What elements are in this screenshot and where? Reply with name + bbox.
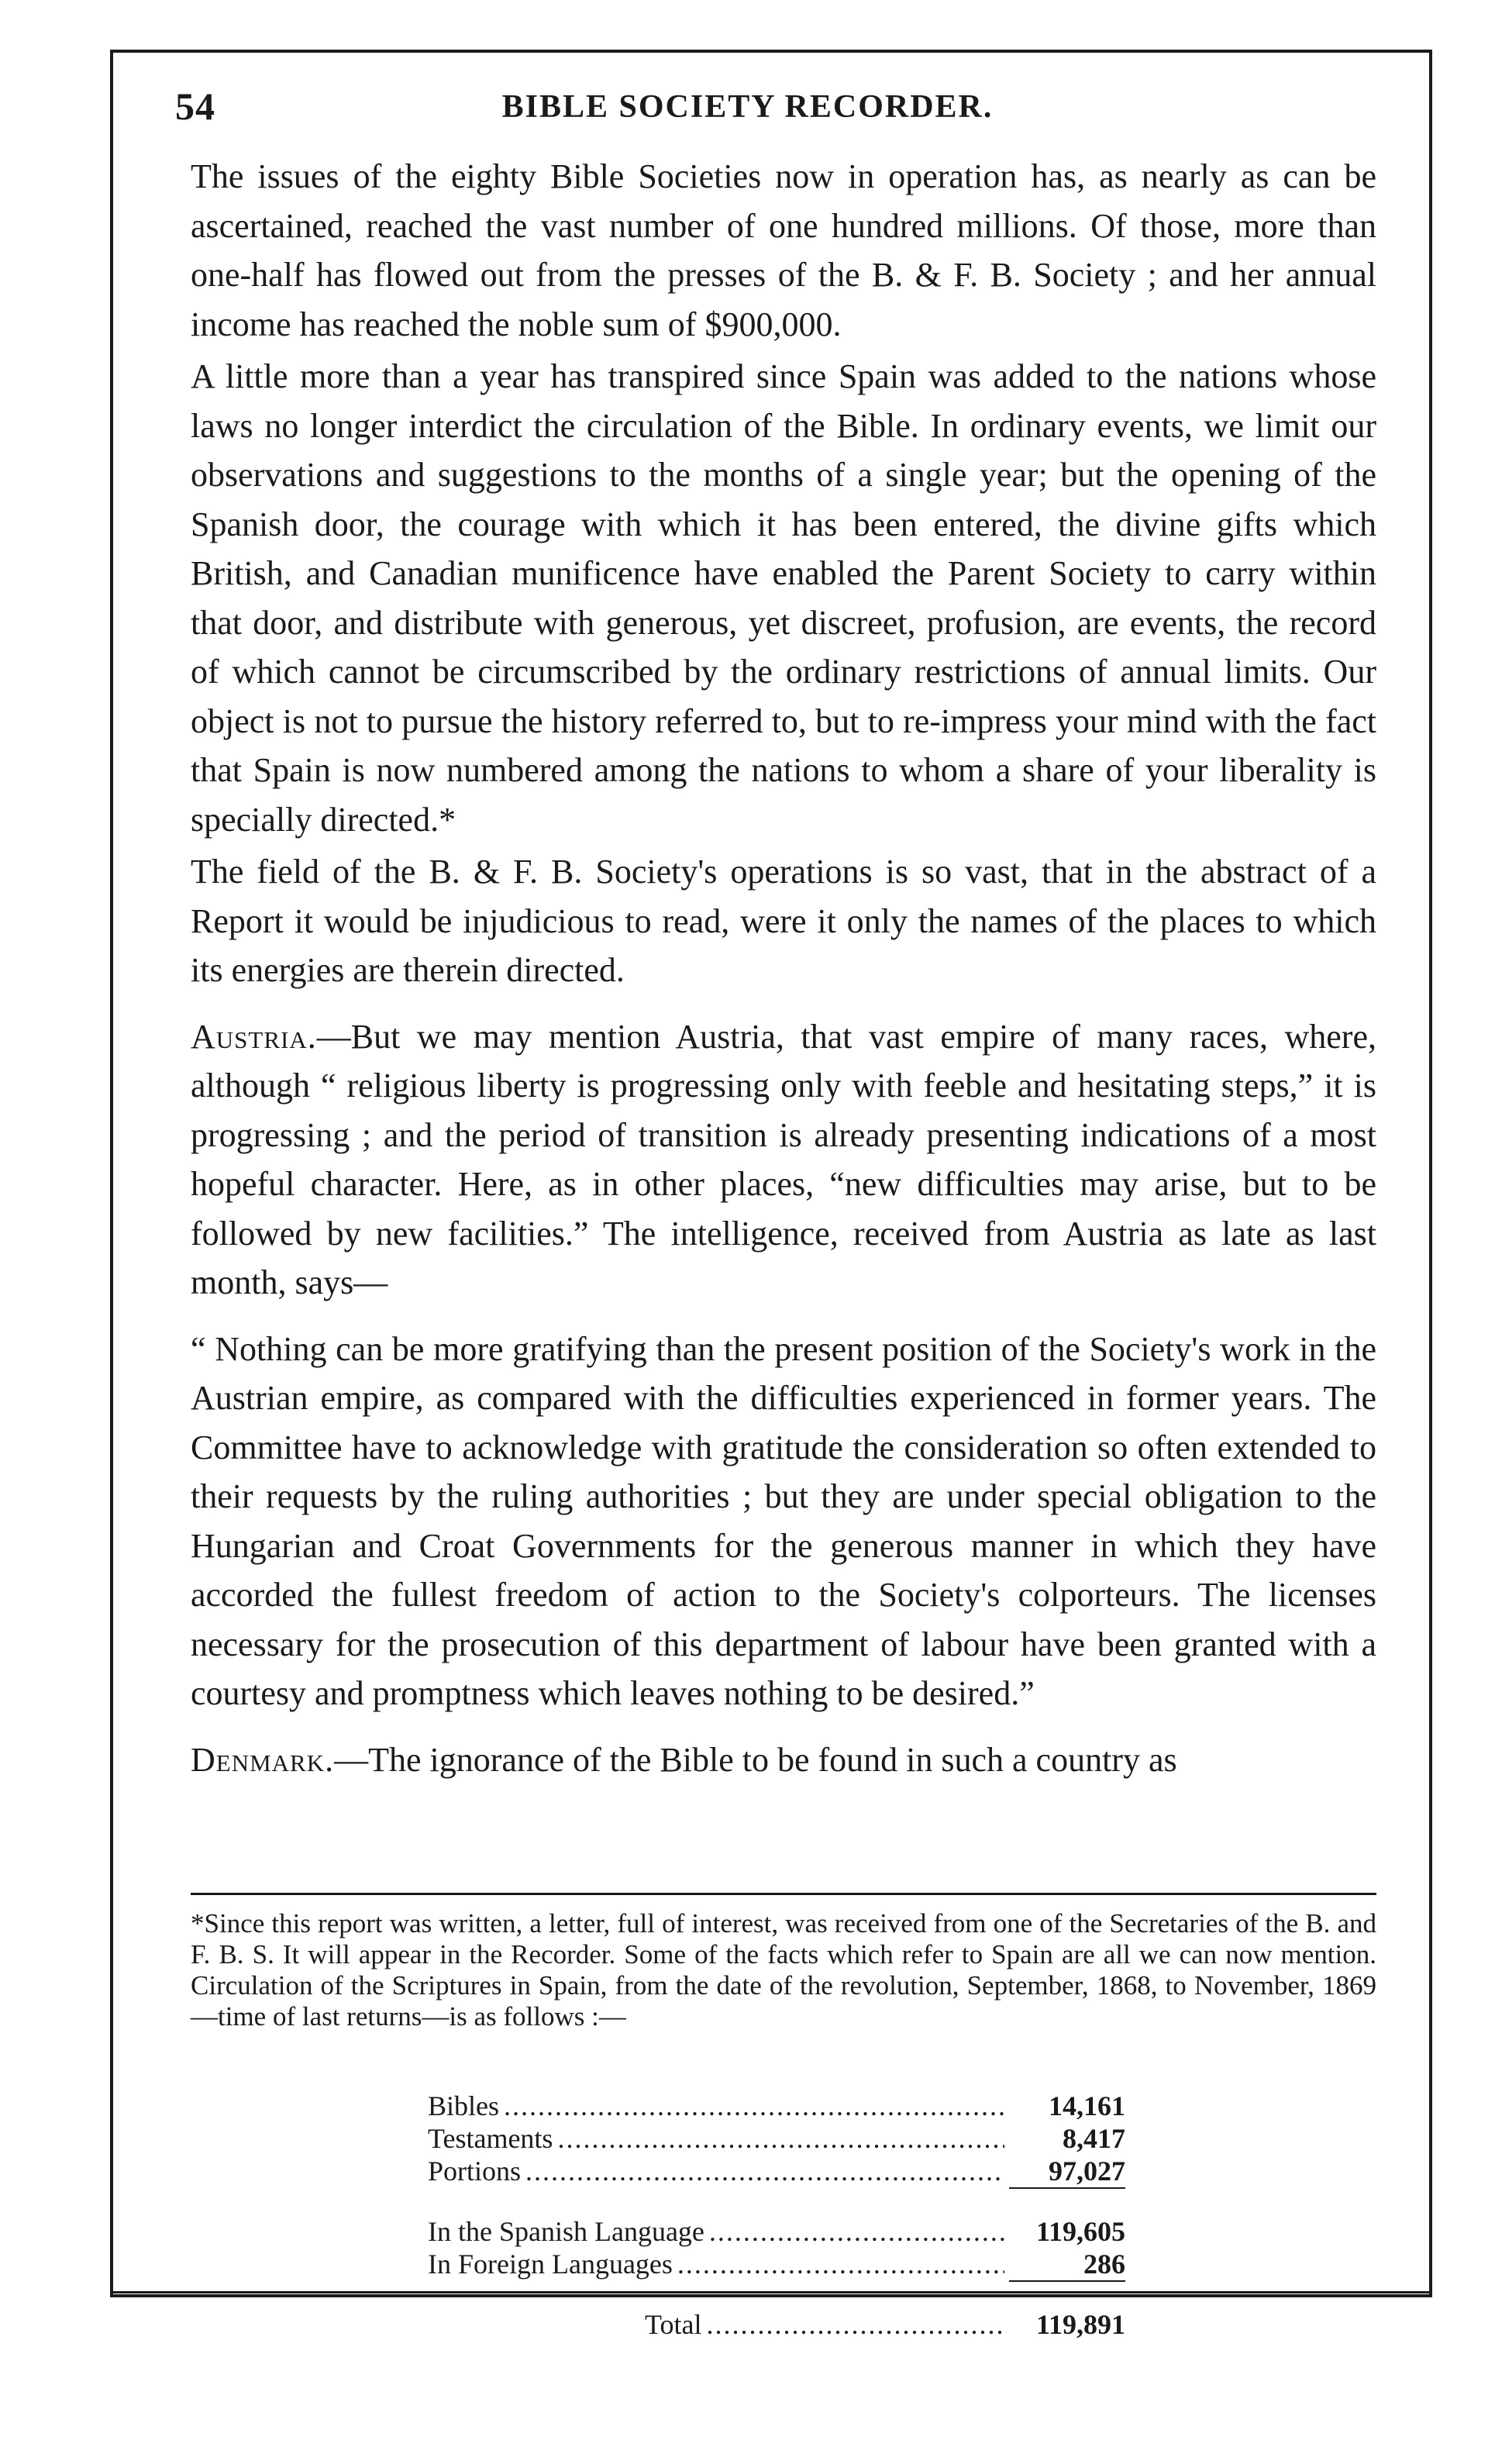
table-row-total — [428, 2308, 1125, 2341]
table-row — [428, 2090, 1125, 2122]
row-value: 8,417 — [1063, 2123, 1125, 2154]
page-number: 54 — [175, 84, 215, 128]
leader-dots — [709, 2215, 1004, 2248]
austria-text: —But we may mention Austria, that vast empire of many races, where, although “ religious liberty is progressing only with feeble and hesitating steps,” it is progressing ; and the period of transition is already presenting indications of a most hopeful character. Here, as in other places, “new difficulties may arise, but to be followed by new facilities.” The intelligence, received from Austria as late as last month, says— — [191, 1017, 1376, 1301]
table-spacer — [428, 2280, 1125, 2308]
paragraph-field: The field of the B. & F. B. Society's operations is so vast, that in the abstract of a Report it would be injudicious to read, were it only the names of the places to which its energies are therein directed. — [191, 853, 1376, 989]
footnote-separator — [191, 1893, 1376, 1895]
row-value: 14,161 — [1049, 2090, 1125, 2121]
row-label: Bibles — [428, 2090, 500, 2121]
denmark-text: —The ignorance of the Bible to be found in such a country as — [334, 1740, 1177, 1779]
denmark-heading: Denmark. — [191, 1740, 335, 1779]
row-label: Total — [645, 2309, 702, 2340]
paragraph-spain: A little more than a year has transpired since Spain was added to the nations whose laws no longer interdict the circulation of the Bible. In ordinary events, we limit our observations and suggestions to the months of a single year; but the opening of the Spanish door, the courage with which it has been entered, the divine gifts which British, and Canadian munificence have enabled the Parent Society to carry within that door, and distribute with generous, yet discreet, profusion, are events, the record of which cannot be circumscribed by the ordinary restrictions of annual limits. Our object is not to pursue the history referred to, but to re-impress your mind with the fact that Spain is now numbered among the nations to whom a share of your liberality is specially directed.* — [191, 357, 1376, 839]
leader-dots — [677, 2248, 1004, 2280]
paragraph-austria-quote: “ Nothing can be more gratifying than the present position of the Society's work in the Austrian empire, as compared with the difficulties experienced in former years. The Committee have to acknowledge with gratitude the consideration so often extended to their requests by the ruling authorities ; but they are under special obligation to the Hungarian and Croat Governments for the generous manner in which they have accorded the fullest freedom of action to the Society's colporteurs. The licenses necessary for the prosecution of this department of labour have been granted with a courtesy and promptness which leaves nothing to be desired.” — [191, 1329, 1376, 1712]
table-row — [428, 2155, 1125, 2187]
main-text — [191, 152, 1376, 1784]
leader-dots — [706, 2308, 1004, 2341]
paragraph-issues: The issues of the eighty Bible Societies now in operation has, as nearly as can be ascertained, reached the vast number of one hundred millions. Of those, more than one-half has flowed out from the presses of the B. & F. B. Society ; and her annual income has reached the noble sum of $900,000. — [191, 157, 1376, 343]
row-value: 119,605 — [1035, 2216, 1125, 2247]
row-label: In Foreign Languages — [428, 2249, 673, 2280]
table-row — [428, 2215, 1125, 2248]
row-label: Portions — [428, 2156, 522, 2187]
row-label: In the Spanish Language — [428, 2216, 704, 2247]
footnote-text: *Since this report was written, a letter, full of interest, was received from one of the Secretaries of the B. and F. B. S. It will appear in the Recorder. Some of the facts which refer to Spain are all we can now mention. Circulation of the Scriptures in Spain, from the date of the revolution, September, 1868, to November, 1869—time of last returns—is as follows :— — [191, 1908, 1376, 2032]
circulation-table — [428, 2090, 1125, 2341]
running-head: BIBLE SOCIETY RECORDER. — [501, 89, 994, 125]
row-value: 97,027 — [1009, 2155, 1125, 2189]
austria-heading: Austria. — [191, 1017, 317, 1056]
paragraph-austria — [191, 1012, 1376, 1308]
leader-dots — [557, 2122, 1004, 2155]
table-row — [428, 2248, 1125, 2280]
leader-dots — [525, 2155, 1004, 2187]
table-spacer — [428, 2187, 1125, 2215]
paragraph-denmark — [191, 1735, 1376, 1785]
row-label: Testaments — [428, 2123, 553, 2154]
leader-dots — [504, 2090, 1004, 2122]
footnote — [191, 1908, 1376, 2032]
row-value: 286 — [1009, 2248, 1125, 2282]
row-value: 119,891 — [1035, 2309, 1125, 2340]
table-row — [428, 2122, 1125, 2155]
